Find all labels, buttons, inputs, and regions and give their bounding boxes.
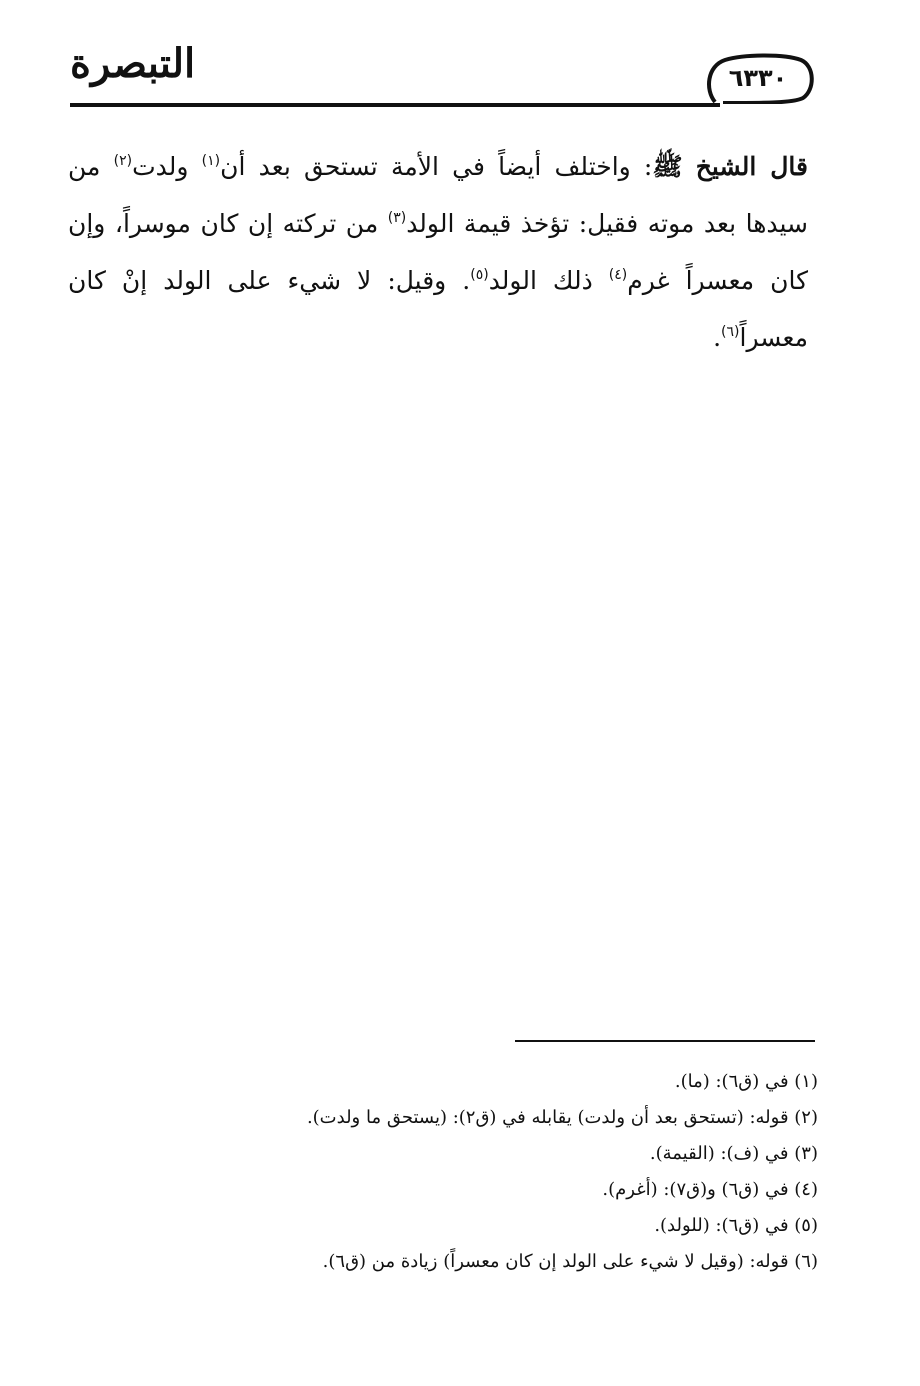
footnote-ref-3[interactable]: (٣) — [387, 210, 407, 226]
footnote-5: (٥) في (ق٦): (للولد). — [654, 1215, 818, 1236]
page-header — [0, 0, 920, 120]
text-segment: من سيدها بعد موته فقيل: تؤخذ قيمة الولد — [68, 152, 808, 238]
text-segment: ولدت — [132, 152, 202, 181]
header-rule — [70, 103, 720, 107]
page-number: ٦٣٣٠ — [728, 64, 788, 92]
honorific-symbol: ﷺ — [652, 152, 683, 181]
speaker-label: قال الشيخ — [695, 152, 809, 181]
footnote-2: (٢) قوله: (تستحق بعد أن ولدت) يقابله في (ق٢): (يستحق ما ولدت). — [306, 1107, 818, 1128]
footnote-1: (١) في (ق٦): (ما). — [674, 1071, 818, 1092]
footnotes-list — [68, 1064, 818, 1280]
footnote-ref-2[interactable]: (٢) — [113, 153, 133, 169]
text-segment: ذلك الولد — [488, 266, 609, 295]
footnote-3: (٣) في (ف): (القيمة). — [649, 1143, 818, 1164]
footnote-ref-1[interactable]: (١) — [201, 153, 221, 169]
main-paragraph — [68, 138, 808, 366]
footnote-4: (٤) في (ق٦) و(ق٧): (أغرم). — [602, 1179, 818, 1200]
footnote-ref-4[interactable]: (٤) — [608, 267, 628, 283]
footnote-divider — [515, 1040, 815, 1042]
page-number-frame — [705, 52, 815, 104]
text-segment: . — [713, 323, 722, 352]
text-segment: من تركته إن كان موسراً، وإن كان معسراً غرم — [68, 209, 808, 295]
text-segment: . وقيل: لا شيء على الولد إنْ كان معسراً — [68, 266, 808, 352]
footnote-ref-5[interactable]: (٥) — [470, 267, 489, 283]
text-segment: : واختلف أيضاً في الأمة تستحق بعد أن — [220, 152, 653, 181]
book-title: التبصرة — [70, 40, 196, 87]
footnote-6: (٦) قوله: (وقيل لا شيء على الولد إن كان معسراً) زيادة من (ق٦). — [322, 1251, 818, 1272]
footnote-ref-6[interactable]: (٦) — [721, 324, 740, 340]
